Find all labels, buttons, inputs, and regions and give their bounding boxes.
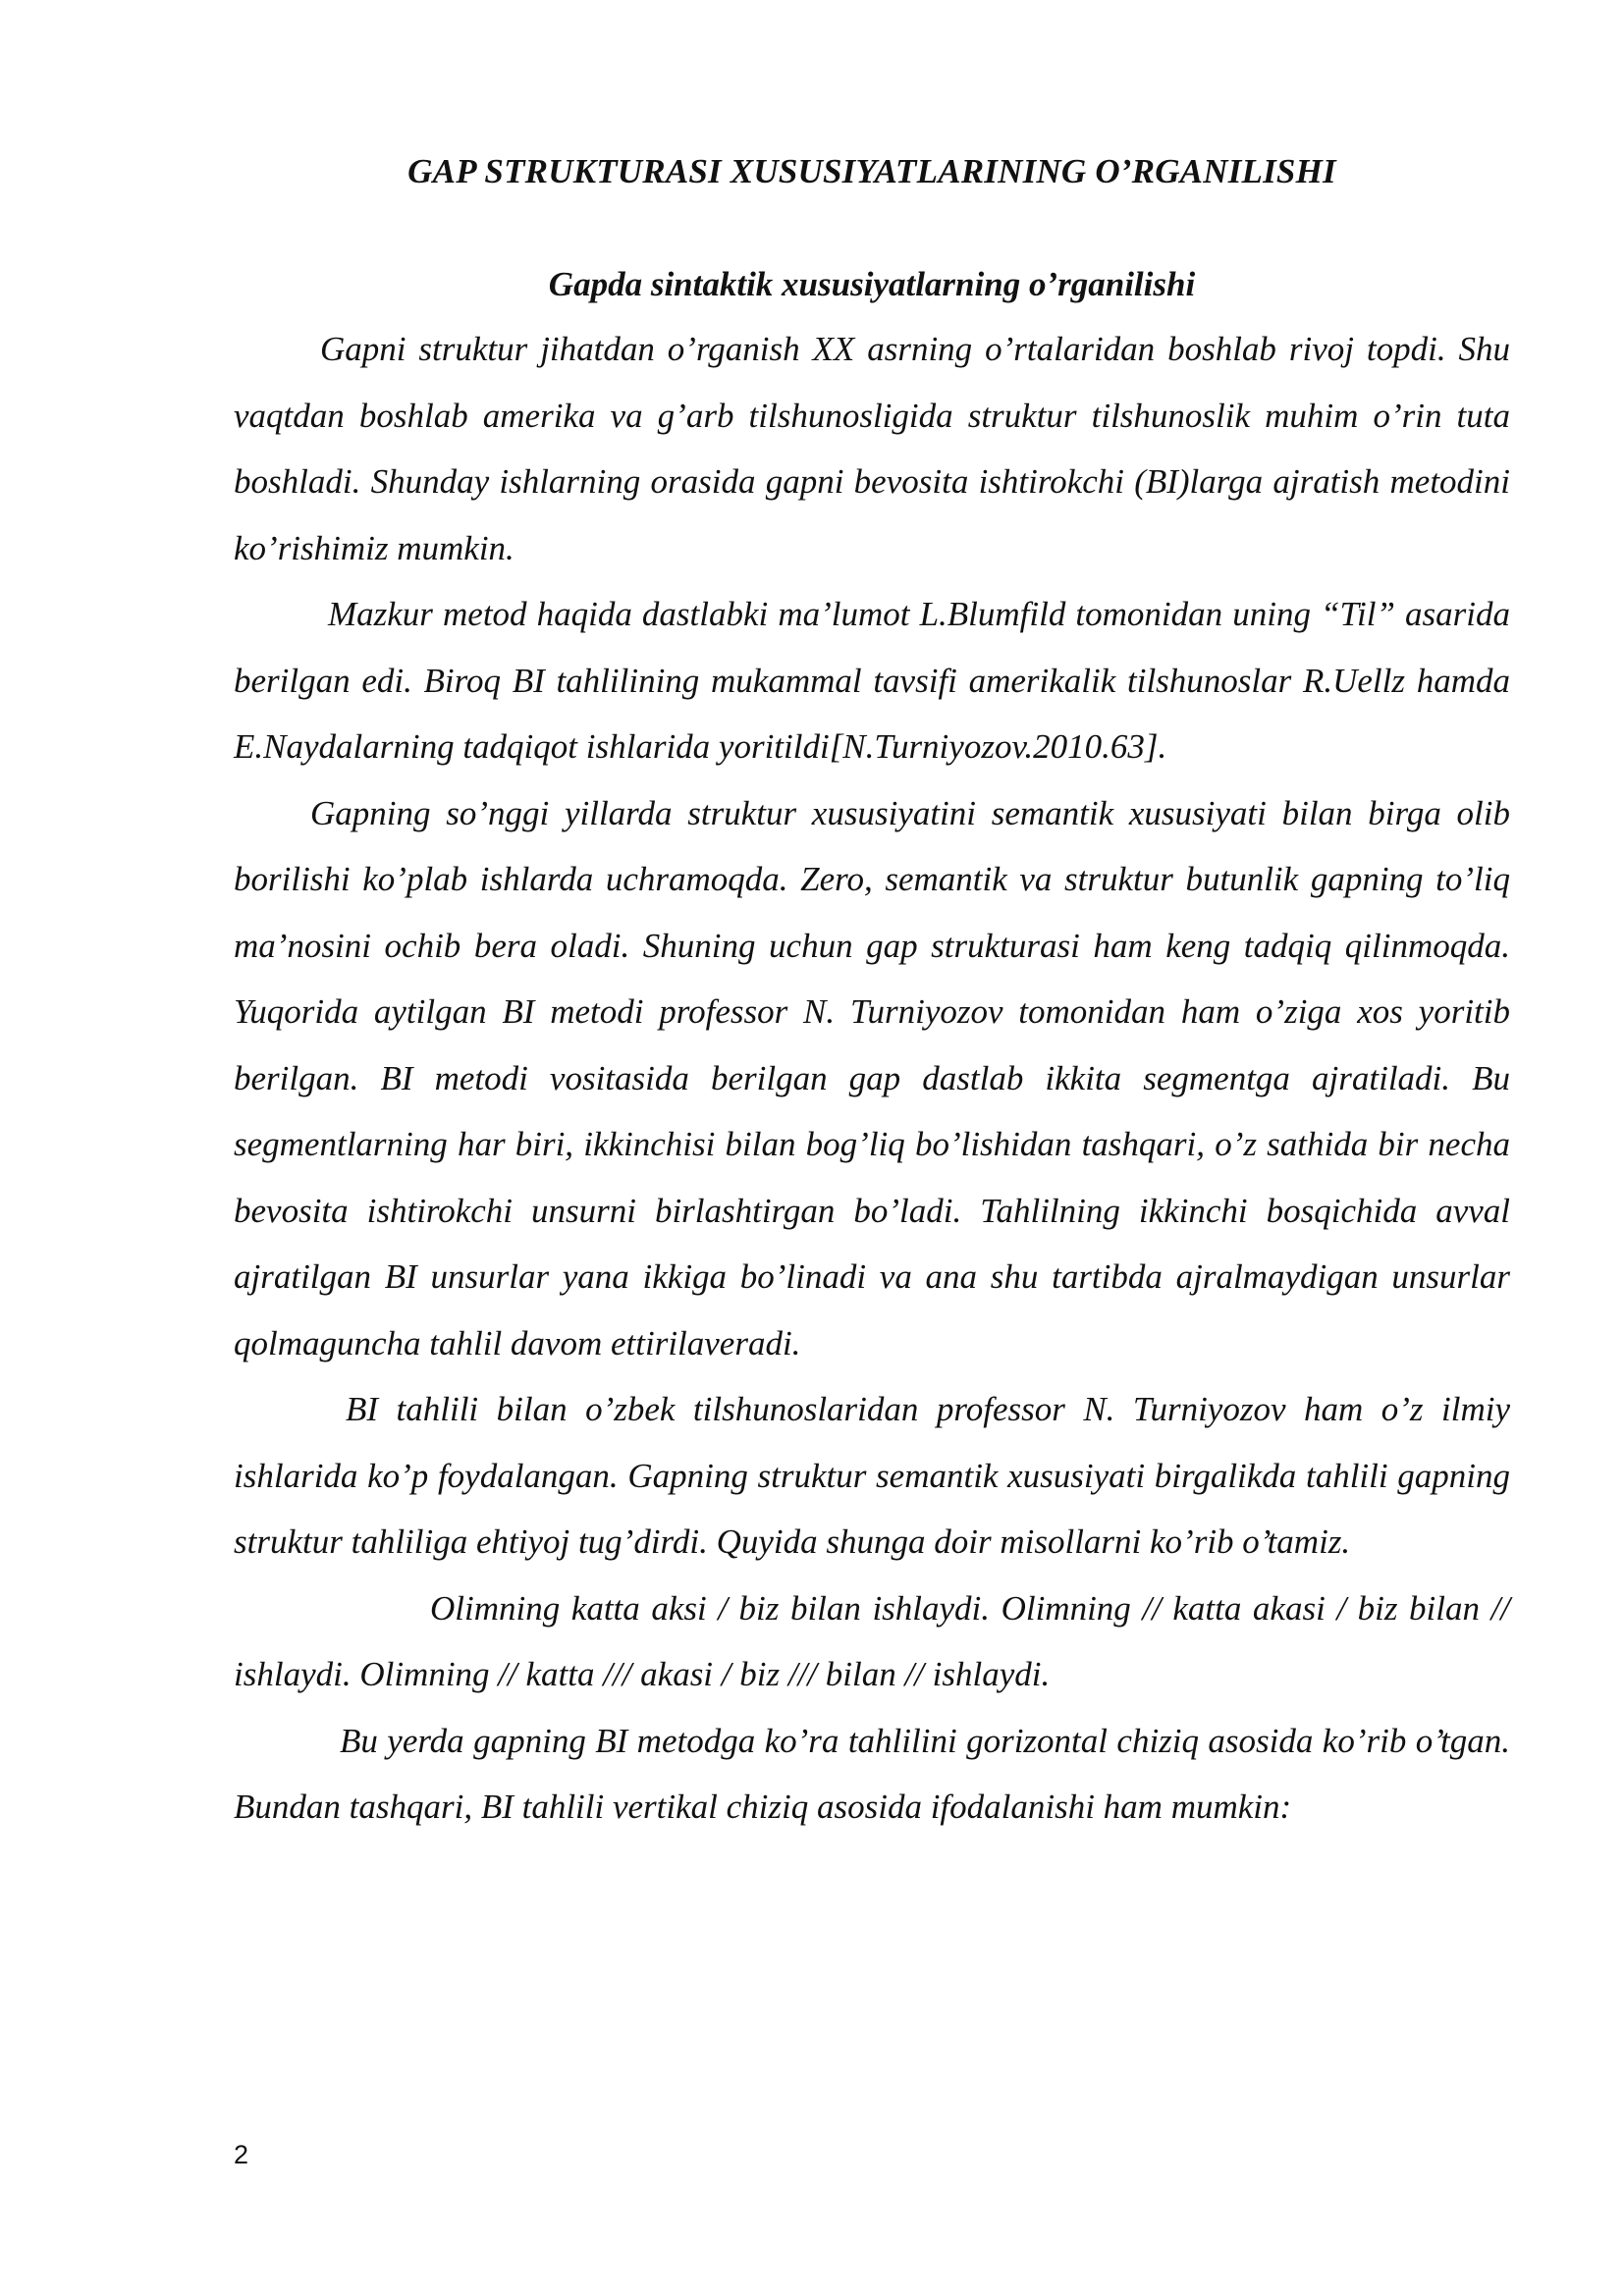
page-number: 2 <box>234 2140 249 2169</box>
paragraph-4: BI tahlili bilan o’zbek tilshunoslaridan professor N. Turniyozov ham o’z ilmiy ishlarida ko’p foydalangan. Gapning struktur semantik xususiyati birgalikda tahlili gapning struktur tahliliga ehtiyoj tug’dirdi. Quyida shunga doir misollarni ko’rib o’tamiz. <box>234 1390 1510 1561</box>
paragraph-3: Gapning so’nggi yillarda struktur xususiyatini semantik xususiyati bilan birga olib borilishi ko’plab ishlarda uchramoqda. Zero, semantik va struktur butunlik gapning to’liq ma’nosini ochib bera oladi. Shuning uchun gap strukturasi ham keng tadqiq qilinmoqda. Yuqorida aytilgan BI metodi professor N. Turniyozov tomonidan ham o’ziga xos yoritib berilgan. BI metodi vositasida berilgan gap dastlab ikkita segmentga ajratiladi. Bu segmentlarning har biri, ikkinchisi bilan bog’liq bo’lishidan tashqari, o’z sathida bir necha bevosita ishtirokchi unsurni birlashtirgan bo’ladi. Tahlilning ikkinchi bosqichida avval ajratilgan BI unsurlar yana ikkiga bo’linadi va ana shu tartibda ajralmaydigan unsurlar qolmaguncha tahlil davom ettirilaveradi. <box>234 793 1510 1362</box>
page-title: GAP STRUKTURASI XUSUSIYATLARINING O’RGANILISHI <box>407 152 1336 190</box>
document-body <box>234 316 1510 1841</box>
paragraph-2: Mazkur metod haqida dastlabki ma’lumot L.Blumfild tomonidan uning “Til” asarida berilgan edi. Biroq BI tahlilining mukammal tavsifi amerikalik tilshunoslar R.Uellz hamda E.Naydalarning tadqiqot ishlarida yoritildi[N.Turniyozov.2010.63]. <box>234 595 1510 766</box>
section-subtitle: Gapda sintaktik xususiyatlarning o’rganilishi <box>548 265 1196 303</box>
paragraph-6: Bu yerda gapning BI metodga ko’ra tahlilini gorizontal chiziq asosida ko’rib o’tgan. Bundan tashqari, BI tahlili vertikal chiziq asosida ifodalanishi ham mumkin: <box>234 1721 1510 1826</box>
example-sentence: Olimning katta aksi / biz bilan ishlaydi. Olimning // katta akasi / biz bilan // ishlaydi. Olimning // katta /// akasi / biz /// bilan // ishlaydi. <box>234 1588 1510 1693</box>
paragraph-1: Gapni struktur jihatdan o’rganish XX asrning o’rtalaridan boshlab rivoj topdi. Shu vaqtdan boshlab amerika va g’arb tilshunosligida struktur tilshunoslik muhim o’rin tuta boshladi. Shunday ishlarning orasida gapni bevosita ishtirokchi (BI)larga ajratish metodini ko’rishimiz mumkin. <box>234 330 1510 567</box>
